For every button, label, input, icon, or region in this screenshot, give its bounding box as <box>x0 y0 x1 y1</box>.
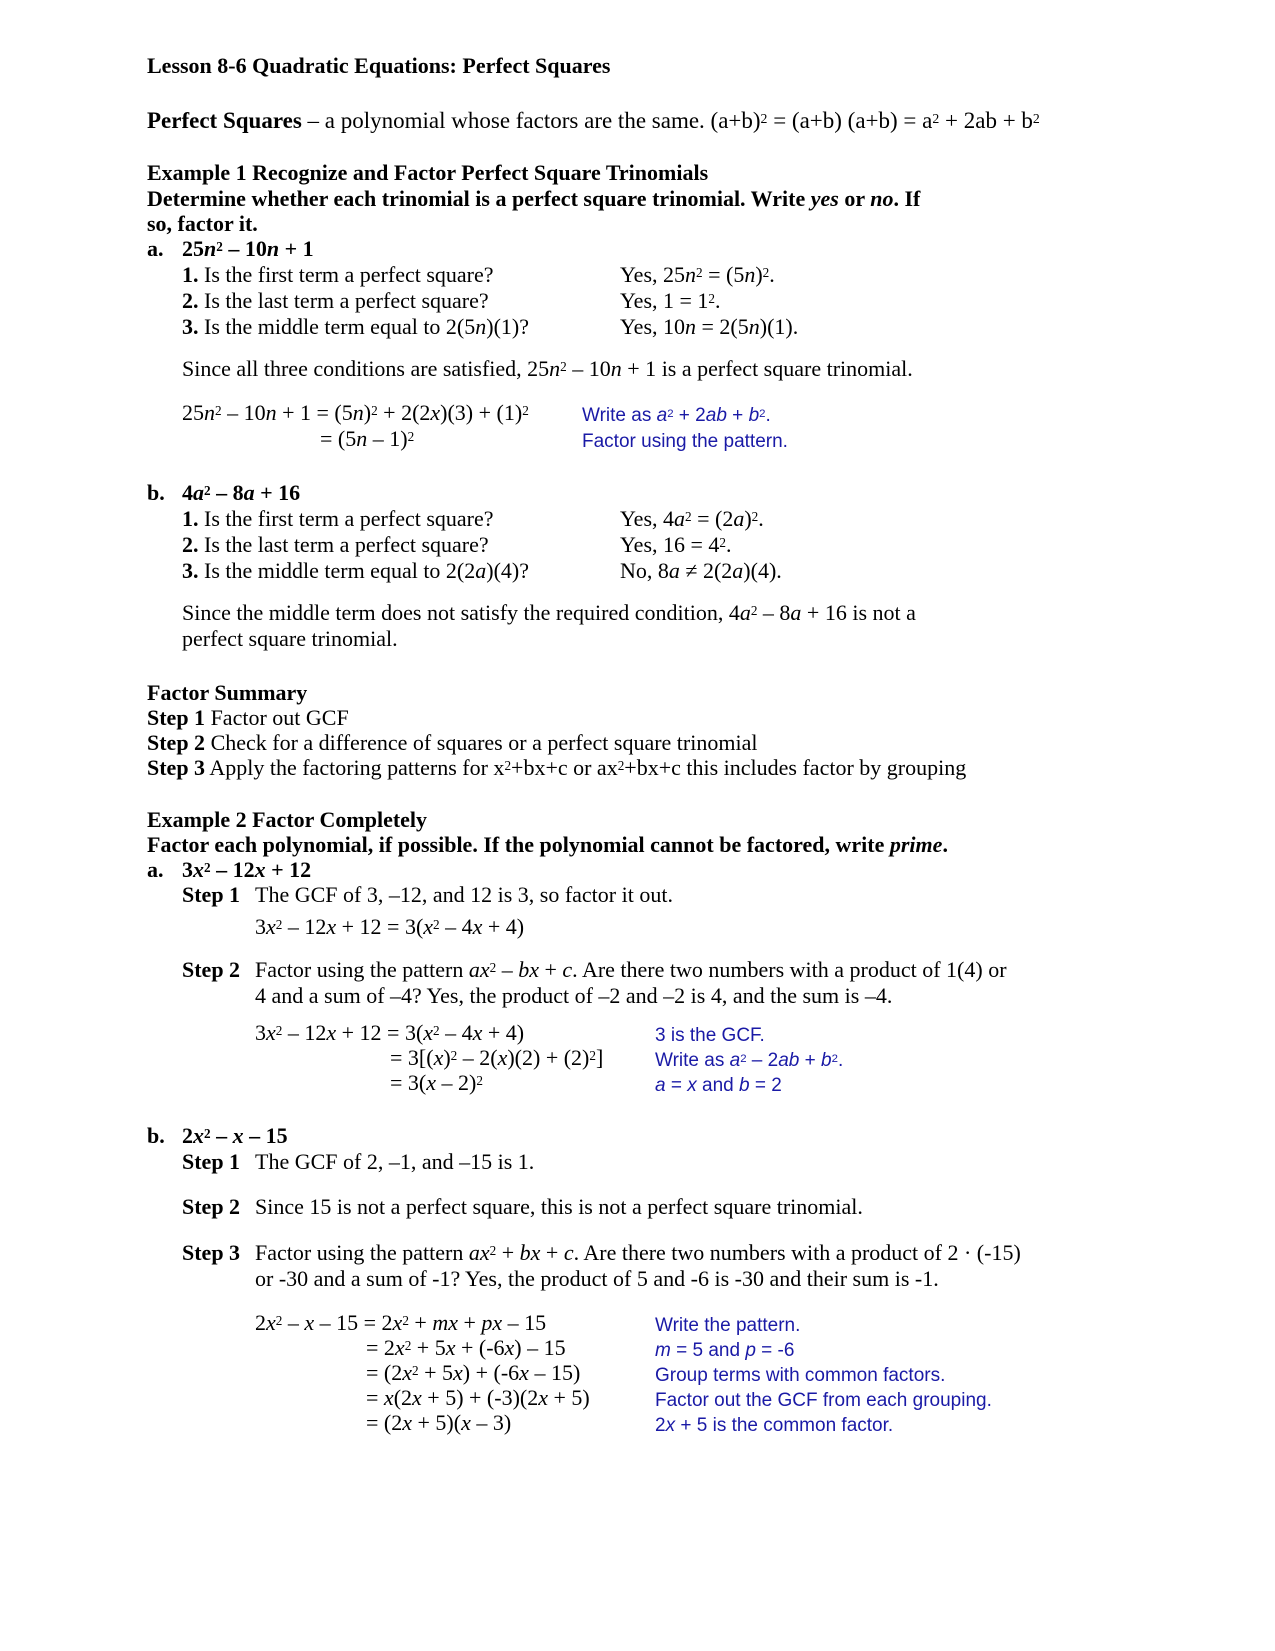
example2-b-work-line-4: = x(2x + 5) + (-3)(2x + 5) <box>366 1385 590 1410</box>
example2-a-step1-text: The GCF of 3, –12, and 12 is 3, so factor it out. <box>255 882 673 907</box>
example1-a-conclusion: Since all three conditions are satisfied, $25n^2 - 10n + 1$ is a perfect square trinomial. <box>182 356 913 381</box>
example1-a-question-3: 3. Is the middle term equal to 2(5n)(1)? <box>182 314 530 339</box>
example2-b-step3-label: Step 3 <box>182 1240 241 1265</box>
example2-a-note-3: a = x and b = 2 <box>655 1075 782 1096</box>
definition-mid: = (a+b) (a+b) = a <box>767 108 933 133</box>
example2-a-work-line-1: $3x^2 - 12x + 12 = 3(x^2 - 4x + 4)$ <box>255 1020 525 1045</box>
example1-a-note-2: Factor using the pattern. <box>582 431 788 452</box>
example2-a-work-line-2: = $3[(x)^2 - 2(x)(2) + (2)^2]$ <box>390 1045 604 1070</box>
example1-b-answer-1: Yes, $4a^2 = (2a)^2$. <box>620 506 764 531</box>
example1-a-expression: $25n^2 - 10n + 1$ <box>182 236 314 261</box>
example2-a-expression: $3x^2 - 12x + 12$ <box>182 857 312 882</box>
example2-a-step1-label: Step 1 <box>182 882 241 907</box>
example2-a-step2-line-2: 4 and a sum of –4? Yes, the product of –2 and –2 is 4, and the sum is –4. <box>255 983 893 1008</box>
example1-b-question-3: 3. Is the middle term equal to 2(2a)(4)? <box>182 558 530 583</box>
factor-summary-step-1: Step 1 Factor out GCF <box>147 705 349 730</box>
example2-a-note-1: 3 is the GCF. <box>655 1025 765 1046</box>
example1-b-answer-2: Yes, $16 = 4^2$. <box>620 532 732 557</box>
example2-b-note-1: Write the pattern. <box>655 1315 801 1336</box>
example2-heading: Example 2 Factor Completely <box>147 807 428 832</box>
example1-b-answer-3: No, 8a ≠ 2(2a)(4). <box>620 558 782 583</box>
example1-a-question-2: 2. Is the last term a perfect square? <box>182 288 489 313</box>
example2-b-note-3: Group terms with common factors. <box>655 1365 946 1386</box>
example1-a-label: a. <box>147 236 164 261</box>
example2-instructions: Factor each polynomial, if possible. If the polynomial cannot be factored, write prime. <box>147 832 948 857</box>
example1-a-work-line-1: $25n^2 - 10n + 1 = (5n)^2 + 2(2x)(3) + (1)^2$ <box>182 400 529 425</box>
factor-summary-step-2: Step 2 Check for a difference of squares or a perfect square trinomial <box>147 730 758 755</box>
definition-exp: 2 <box>1032 111 1040 126</box>
example1-a-answer-1: Yes, $25n^2 = (5n)^2$. <box>620 262 775 287</box>
definition-term: Perfect Squares <box>147 108 302 133</box>
example2-b-step2-label: Step 2 <box>182 1194 241 1219</box>
definition-end: + 2ab + b <box>939 108 1033 133</box>
example2-b-work-line-3: = $(2x^2 + 5x) + (-6x - 15)$ <box>366 1360 581 1385</box>
definition-text: – a polynomial whose factors are the same. (a+b) <box>301 108 761 133</box>
example1-a-note-1: Write as $a^2 + 2ab + b^2$. <box>582 405 771 426</box>
example1-b-question-2: 2. Is the last term a perfect square? <box>182 532 489 557</box>
example1-a-answer-3: Yes, 10n = 2(5n)(1). <box>620 314 799 339</box>
example1-heading: Example 1 Recognize and Factor Perfect Square Trinomials <box>147 160 709 185</box>
example2-a-step2-line-1: Factor using the pattern $ax^2$ – bx + c. Are there two numbers with a product of 1(4) or <box>255 957 1007 982</box>
factor-summary-heading: Factor Summary <box>147 680 308 705</box>
example1-instructions: Determine whether each trinomial is a perfect square trinomial. Write yes or no. If <box>147 186 921 211</box>
example2-a-step2-label: Step 2 <box>182 957 241 982</box>
lesson-title: Lesson 8-6 Quadratic Equations: Perfect Squares <box>147 53 611 78</box>
example2-b-step3-line-2: or -30 and a sum of -1? Yes, the product of 5 and -6 is -30 and their sum is -1. <box>255 1266 939 1291</box>
example1-a-answer-2: Yes, $1 = 1^2$. <box>620 288 721 313</box>
example2-a-step1-equation: $3x^2 - 12x + 12 = 3(x^2 - 4x + 4)$ <box>255 914 525 939</box>
example2-b-note-2: m = 5 and p = -6 <box>655 1340 795 1361</box>
example2-b-note-4: Factor out the GCF from each grouping. <box>655 1390 992 1411</box>
example2-a-label: a. <box>147 857 164 882</box>
example2-b-work-line-1: $2x^2 - x - 15 = 2x^2$ + mx + px – 15 <box>255 1310 547 1335</box>
example2-b-work-line-2: = $2x^2 + 5x + (-6x) - 15$ <box>366 1335 566 1360</box>
example2-b-expression: $2x^2$ – x – 15 <box>182 1123 288 1148</box>
example2-b-work-line-5: = (2x + 5)(x – 3) <box>366 1410 512 1435</box>
example2-a-note-2: Write as $a^2 - 2ab + b^2$. <box>655 1050 844 1071</box>
example1-b-conclusion-2: perfect square trinomial. <box>182 626 398 651</box>
example1-instructions-2: so, factor it. <box>147 211 258 236</box>
example2-b-step1-label: Step 1 <box>182 1149 241 1174</box>
example2-b-step1-text: The GCF of 2, –1, and –15 is 1. <box>255 1149 535 1174</box>
definition-line: Perfect Squares – a polynomial whose factors are the same. $(a+b)^2 = (a+b) (a+b) = a^2 + 2ab + b^2$ <box>147 108 1040 133</box>
example1-b-label: b. <box>147 480 165 505</box>
example1-a-work-line-2: = (5n – 1)$^2$ <box>320 426 415 451</box>
example2-b-note-5: 2x + 5 is the common factor. <box>655 1415 894 1436</box>
example2-a-work-line-3: = 3(x – 2)$^2$ <box>390 1070 483 1095</box>
example1-b-question-1: 1. Is the first term a perfect square? <box>182 506 494 531</box>
example2-b-label: b. <box>147 1123 165 1148</box>
example1-a-question-1: 1. Is the first term a perfect square? <box>182 262 494 287</box>
example2-b-step2-text: Since 15 is not a perfect square, this is not a perfect square trinomial. <box>255 1194 863 1219</box>
example2-b-step3-line-1: Factor using the pattern $ax^2$ + bx + c. Are there two numbers with a product of 2 · (-15) <box>255 1240 1021 1265</box>
factor-summary-step-3: Step 3 Apply the factoring patterns for $x^2+bx+c$ or $ax^2+bx+c$ this includes factor by grouping <box>147 755 967 780</box>
example1-b-expression: $4a^2 - 8a + 16$ <box>182 480 301 505</box>
example1-b-conclusion-1: Since the middle term does not satisfy the required condition, $4a^2 - 8a + 16$ is not a <box>182 600 916 625</box>
